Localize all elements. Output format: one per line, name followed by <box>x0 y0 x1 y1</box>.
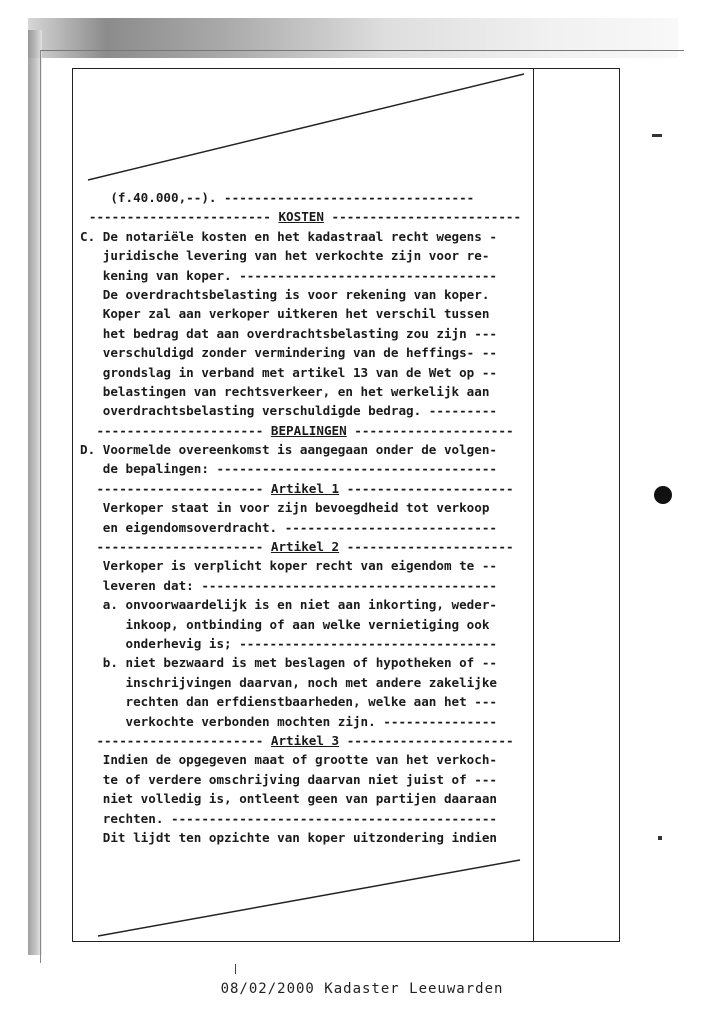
dash-fill: ---------------------- <box>96 539 264 555</box>
section-heading-line <box>80 421 530 440</box>
fax-footer-stamp: 08/02/2000 Kadaster Leeuwarden <box>220 981 504 997</box>
text-line: (f.40.000,--). --------------------------------- <box>80 190 475 205</box>
text-line: grondslag in verband met artikel 13 van de Wet op -- <box>80 364 498 380</box>
section-heading: KOSTEN <box>278 209 324 225</box>
scan-speck <box>652 134 662 137</box>
text-line: inschrijvingen daarvan, noch met andere zakelijke <box>80 674 498 690</box>
text-line: D. Voormelde overeenkomst is aangegaan onder de volgen- <box>80 442 498 458</box>
text-line: Dit lijdt ten opzichte van koper uitzondering indien <box>80 829 498 845</box>
section-heading: BEPALINGEN <box>270 422 347 438</box>
top-strike-line <box>88 74 524 180</box>
dash-fill: ---------------------- <box>346 480 514 496</box>
text-line: b. niet bezwaard is met beslagen of hypotheken of -- <box>80 655 498 671</box>
section-heading-line <box>80 479 530 498</box>
section-heading: Artikel 2 <box>270 539 340 555</box>
text-line: juridische levering van het verkochte zijn voor re- <box>80 248 490 264</box>
dash-fill: ---------------------- <box>346 732 514 748</box>
dash-fill: ------------------------- <box>331 209 522 225</box>
text-line: te of verdere omschrijving daarvan niet juist of --- <box>80 771 498 787</box>
scan-speck <box>658 836 662 840</box>
text-line: en eigendomsoverdracht. ---------------------------- <box>80 519 498 535</box>
text-line: Verkoper is verplicht koper recht van eigendom te -- <box>80 558 498 574</box>
text-line: De overdrachtsbelasting is voor rekening van koper. <box>80 286 490 302</box>
text-line: verschuldigd zonder vermindering van de heffings- -- <box>80 345 498 361</box>
margin-tick <box>235 964 236 974</box>
text-line: rechten. ------------------------------------------- <box>80 810 498 826</box>
text-line: onderhevig is; ---------------------------------- <box>80 635 498 651</box>
section-heading: Artikel 1 <box>270 480 340 496</box>
text-line: het bedrag dat aan overdrachtsbelasting zou zijn --- <box>80 325 498 341</box>
deed-text-body <box>80 188 530 847</box>
text-line: kening van koper. ---------------------------------- <box>80 267 498 283</box>
dash-fill: ---------------------- <box>96 422 264 438</box>
text-line: Koper zal aan verkoper uitkeren het verschil tussen <box>80 306 490 322</box>
dash-fill: ---------------------- <box>346 539 514 555</box>
text-line: de bepalingen: ------------------------------------- <box>80 461 498 477</box>
text-line: inkoop, ontbinding of aan welke vernietiging ook <box>80 616 490 632</box>
text-line: leveren dat: --------------------------------------- <box>80 577 498 593</box>
section-heading-line <box>80 207 530 226</box>
text-line: verkochte verbonden mochten zijn. --------------- <box>80 713 498 729</box>
section-heading-line <box>80 537 530 556</box>
section-heading-line <box>80 731 530 750</box>
dash-fill: ---------------------- <box>96 480 264 496</box>
text-line: a. onvoorwaardelijk is en niet aan inkorting, weder- <box>80 597 498 613</box>
dash-fill: ------------------------ <box>88 209 271 225</box>
text-line: overdrachtsbelasting verschuldigde bedrag. --------- <box>80 403 498 419</box>
bottom-strike-line <box>98 860 520 936</box>
text-line: rechten dan erfdienstbaarheden, welke aan het --- <box>80 694 498 710</box>
section-heading: Artikel 3 <box>270 732 340 748</box>
dash-fill: --------------------- <box>354 422 514 438</box>
text-line: niet volledig is, ontleent geen van partijen daaraan <box>80 791 498 807</box>
text-line: C. De notariële kosten en het kadastraal recht wegens - <box>80 228 498 244</box>
text-line: Indien de opgegeven maat of grootte van het verkoch- <box>80 752 498 768</box>
dash-fill: ---------------------- <box>96 732 264 748</box>
text-line: belastingen van rechtsverkeer, en het werkelijk aan <box>80 383 490 399</box>
text-line: Verkoper staat in voor zijn bevoegdheid tot verkoop <box>80 500 490 516</box>
punch-hole <box>654 486 672 504</box>
